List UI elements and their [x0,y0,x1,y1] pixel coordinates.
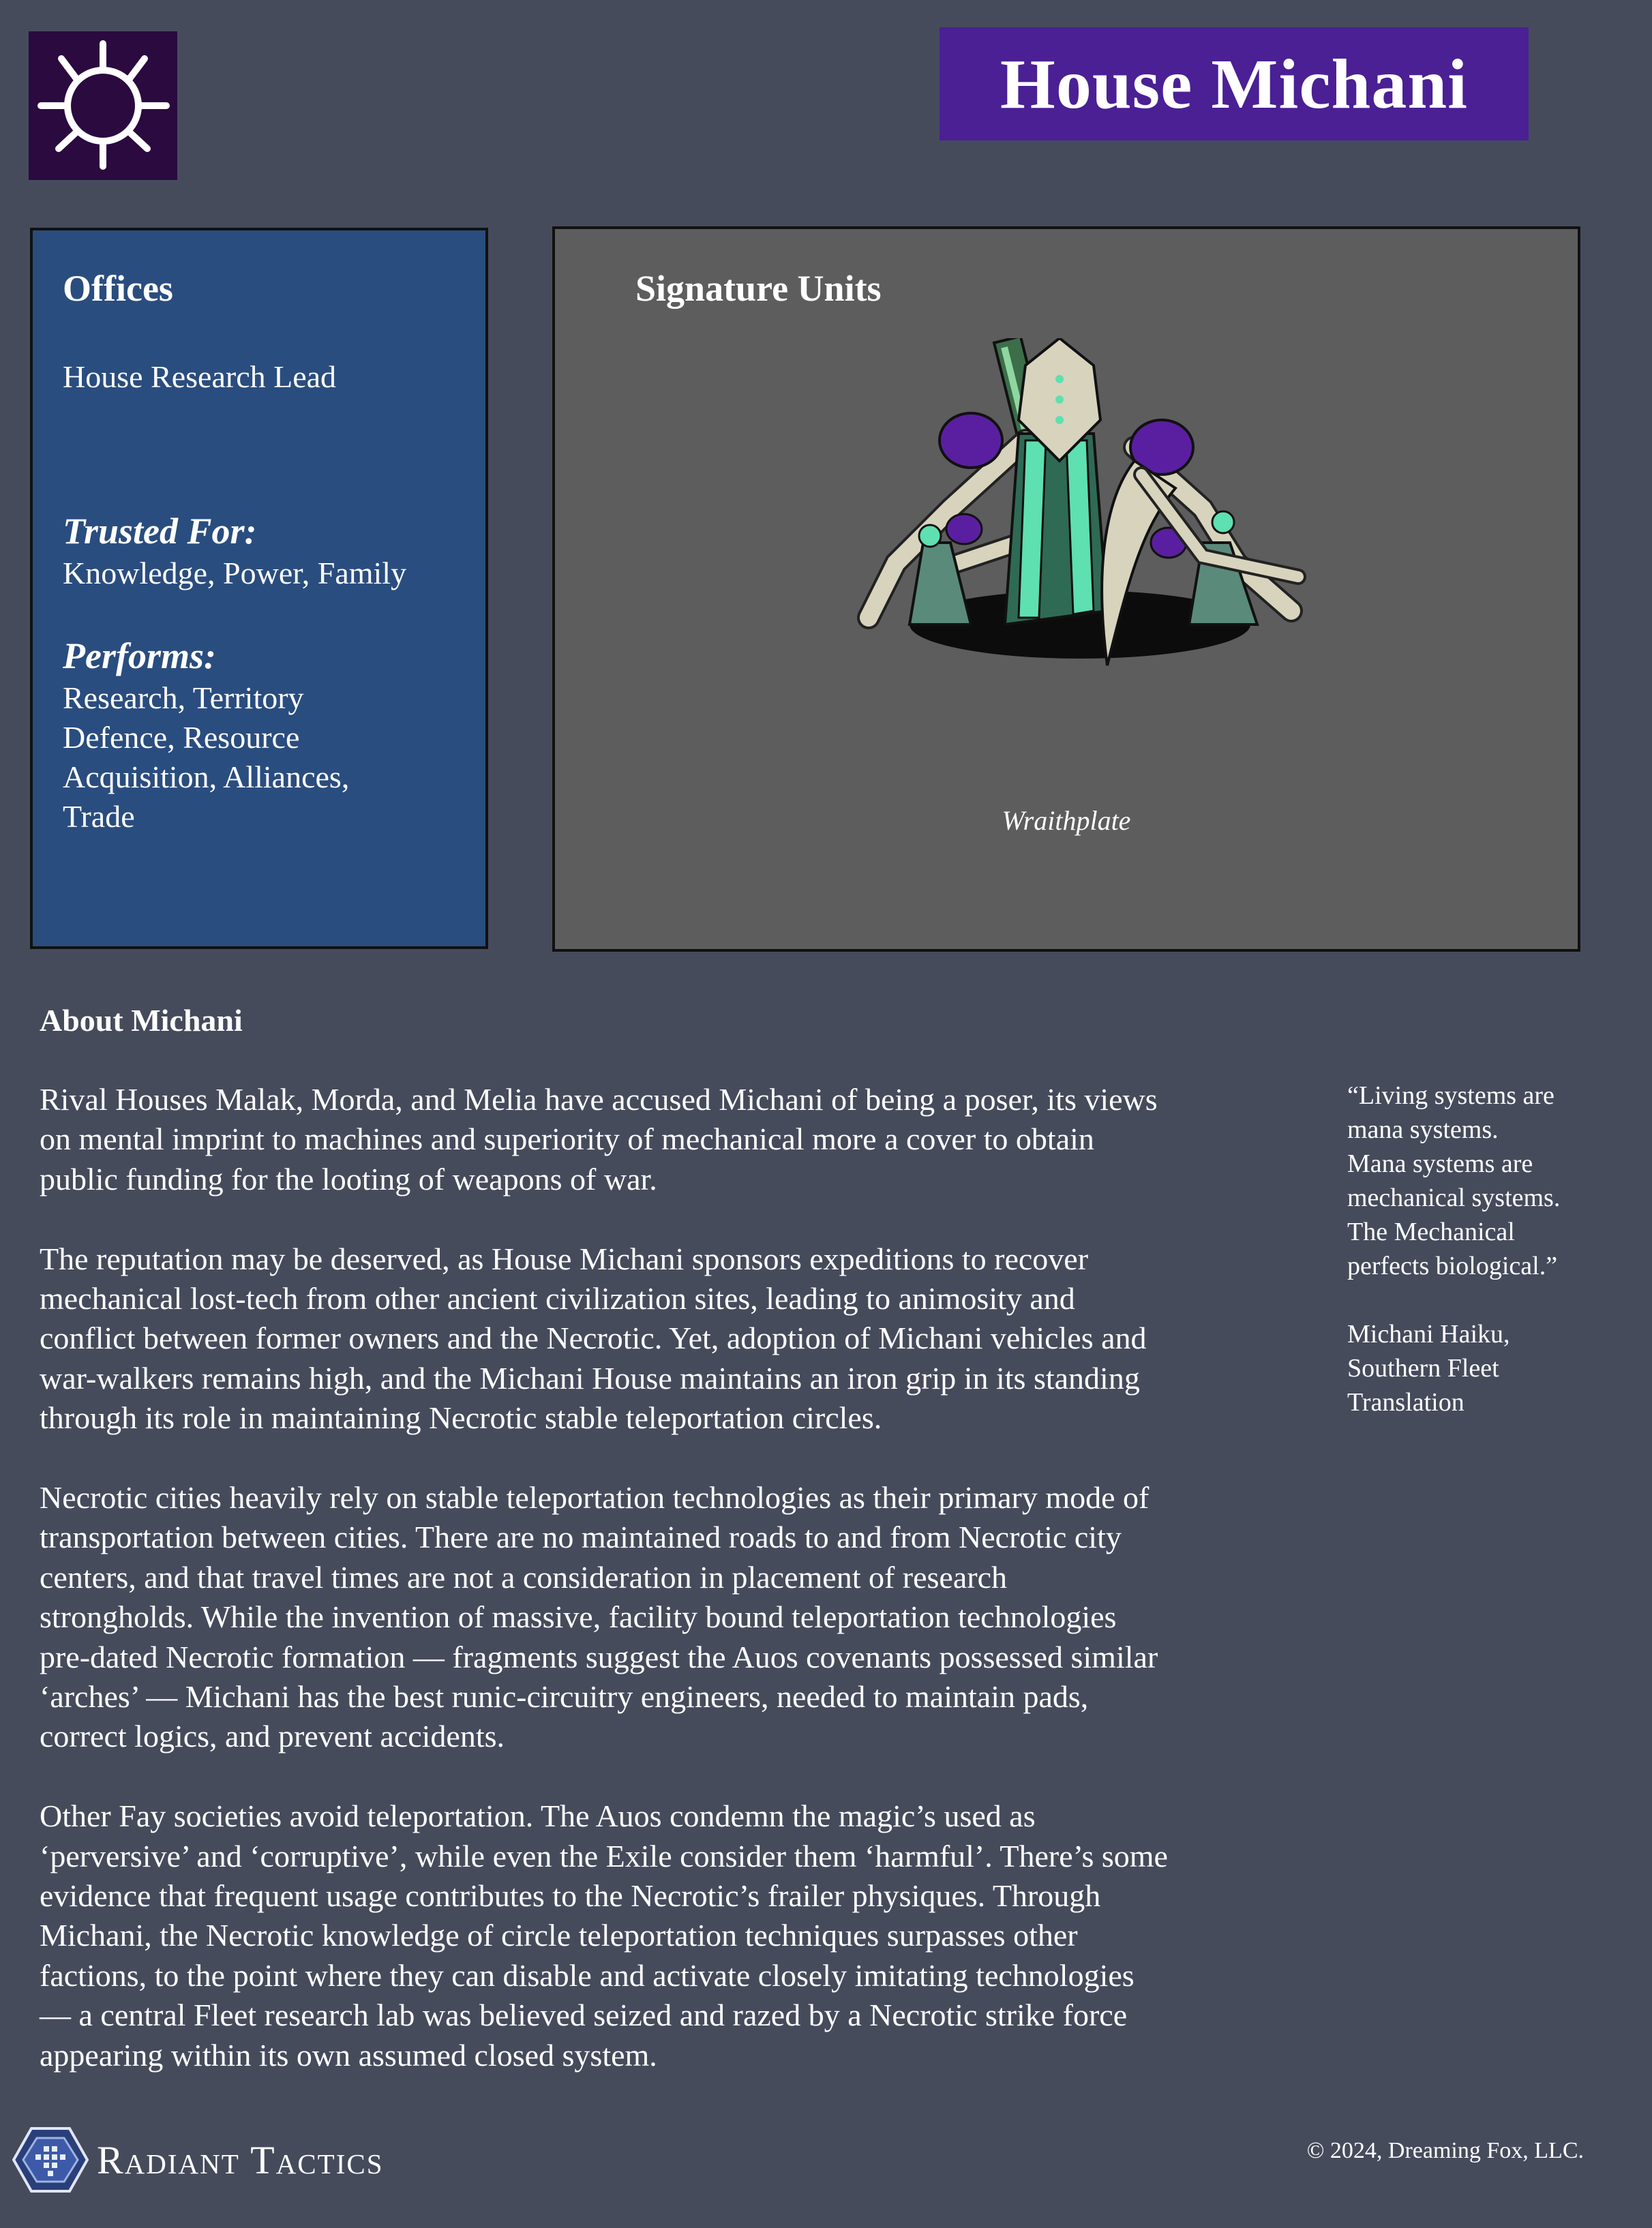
wraithplate-illustration [821,338,1339,952]
footer-brand [12,2127,384,2193]
signature-units-heading: Signature Units [635,268,882,309]
brand-name: Radiant Tactics [97,2137,384,2182]
title-banner [940,27,1529,140]
trusted-for-label: Trusted For: [63,511,257,552]
sun-emblem-icon [29,31,177,180]
trusted-for-text: Knowledge, Power, Family [63,555,407,590]
offices-role: House Research Lead [63,359,337,394]
signature-units-panel [552,226,1580,952]
about-paragraph: Necrotic cities heavily rely on stable teleportation technologies as their primary mode of transportation between cities. There are no maintained roads to and from Necrotic city centers, and that travel times are not a consideration in placement of research strongholds. While the invention of massive, facility bound teleportation technologies pre-dated Necrotic formation — fragments suggest the Auos covenants possessed similar ‘arches’ — Michani has the best runic-circuitry engineers, needed to maintain pads, correct logics, and prevent accidents. [40,1480,1158,1754]
radiant-tactics-logo-icon [12,2127,89,2193]
quote-attribution: Michani Haiku, Southern Fleet Translation [1347,1320,1510,1417]
house-emblem [29,31,177,180]
unit-name: Wraithplate [1002,805,1131,836]
about-body [40,1080,1260,2116]
page-title: House Michani [1000,44,1469,123]
about-paragraph: Rival Houses Malak, Morda, and Melia have accused Michani of being a poser, its views on mental imprint to machines and superiority of mechanical more a cover to obtain public funding for the looting of weapons of war. [40,1082,1158,1196]
offices-panel [30,228,488,949]
copyright: © 2024, Dreaming Fox, LLC. [1306,2138,1584,2163]
performs-line: Acquisition, Alliances, [63,759,350,794]
performs-line: Trade [63,798,135,834]
about-heading: About Michani [40,1003,243,1038]
haiku-quote [1347,1079,1579,1454]
about-paragraph: The reputation may be deserved, as House Michani sponsors expeditions to recover mechanical lost-tech from other ancient civilization sites, leading to animosity and conflict between former owners and the Necrotic. Yet, adoption of Michani vehicles and war-walkers remains high, and the Michani House maintains an iron grip in its standing through its role in maintaining Necrotic stable teleportation circles. [40,1241,1147,1436]
about-paragraph: Other Fay societies avoid teleportation. The Auos condemn the magic’s used as ‘perversive’ and ‘corruptive’, while even the Exile consider them ‘harmful’. There’s some evidence that frequent usage contributes to the Necrotic’s frailer physiques. Through Michani, the Necrotic knowledge of circle teleportation techniques surpasses other factions, to the point where they can disable and activate closely imitating technologies — a central Fleet research lab was believed seized and razed by a Necrotic strike force appearing within its own assumed closed system. [40,1798,1168,2073]
performs-label: Performs: [63,635,216,676]
performs-text [63,678,455,837]
performs-line: Defence, Resource [63,719,300,755]
performs-line: Research, Territory [63,680,304,715]
offices-heading: Offices [63,268,173,309]
quote-text: “Living systems are mana systems. Mana systems are mechanical systems. The Mechanical perfects biological.” [1347,1081,1561,1280]
